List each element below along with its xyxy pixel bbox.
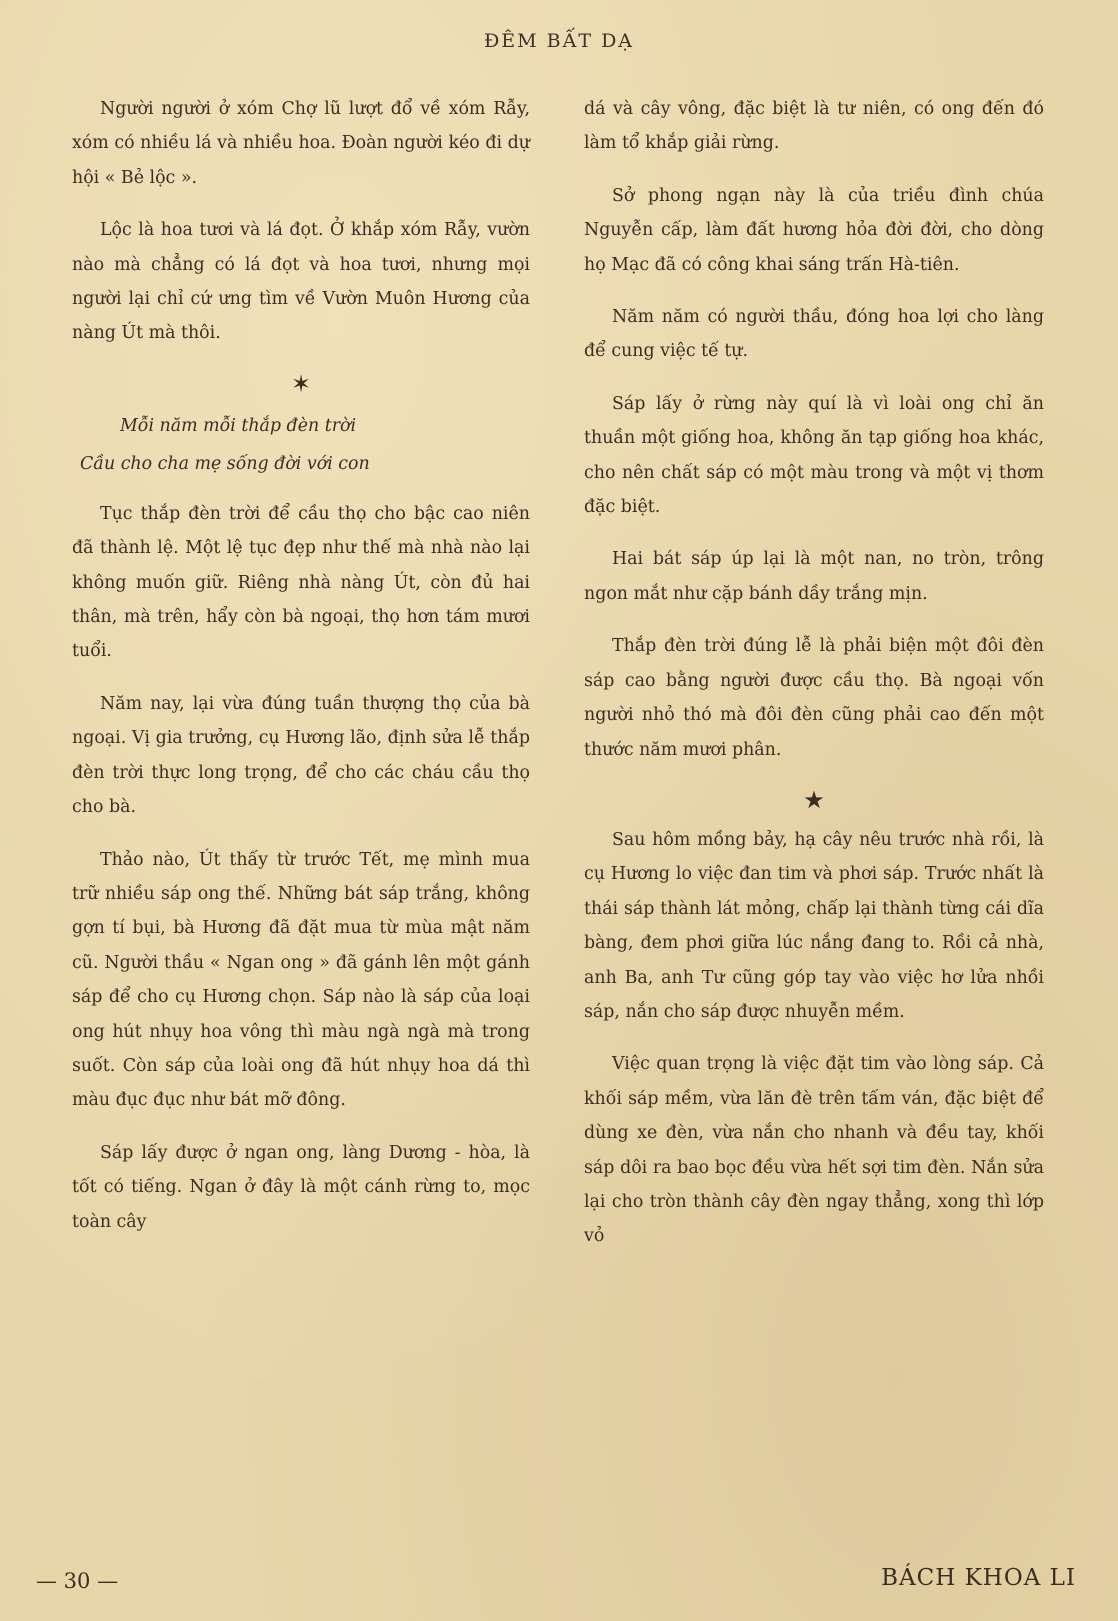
section-ornament: ✶ [290,369,312,398]
paragraph: Sáp lấy được ở ngan ong, làng Dương - hòa, là tốt có tiếng. Ngan ở đây là một cánh rừng to, mọc toàn cây [72,1142,530,1232]
paragraph: Năm nay, lại vừa đúng tuần thượng thọ của bà ngoại. Vị gia trưởng, cụ Hương lão, định sửa lễ thắp đèn trời thực long trọng, để cho các cháu cầu thọ cho bà. [72,693,530,818]
paragraph: Hai bát sáp úp lại là một nan, no tròn, trông ngon mắt như cặp bánh dầy trắng mịn. [584,549,1044,604]
paragraph: Người người ở xóm Chợ lũ lượt đổ về xóm Rẫy, xóm có nhiều lá và nhiều hoa. Đoàn người kéo đi dự hội « Bẻ lộc ». [72,99,530,188]
paragraph: Sở phong ngạn này là của triều đình chúa Nguyễn cấp, làm đất hương hỏa đời đời, cho dòng họ Mạc đã có công khai sáng trấn Hà-tiên. [584,185,1044,275]
paragraph: Sau hôm mồng bảy, hạ cây nêu trước nhà rồi, là cụ Hương lo việc đan tim và phơi sáp. Trước nhất là thái sáp thành lát mỏng, chấp lại thành từng cái dĩa bàng, đem phơi giữa lúc nắng đang to. Rồi cả nhà, anh Ba, anh Tư cũng góp tay vào việc hơ lửa nhồi sáp, nắn cho sáp được nhuyễn mềm. [584,829,1044,1022]
magazine-name: BÁCH KHOA LI [881,1565,1076,1591]
left-column [72,92,530,1257]
paragraph: Thảo nào, Út thấy từ trước Tết, mẹ mình mua trữ nhiều sáp ong thế. Những bát sáp trắng, không gợn tí bụi, bà Hương đã đặt mua từ mùa mật năm cũ. Người thầu « Ngan ong » đã gánh lên một gánh sáp để cho cụ Hương chọn. Sáp nào là sáp của loại ong hút nhụy hoa vông thì màu ngà ngà mà trong suốt. Còn sáp của loài ong đã hút nhụy hoa dá thì màu đục đục như bát mỡ đông. [72,849,530,1111]
poem-line: Cầu cho cha mẹ sống đời với con [80,453,370,474]
paragraph: Sáp lấy ở rừng này quí là vì loài ong chỉ ăn thuần một giống hoa, không ăn tạp giống hoa khác, cho nên chất sáp có một màu trong và một vị thơm đặc biệt. [584,393,1044,518]
page-number: — 30 — [36,1569,119,1593]
section-ornament: ★ [803,785,825,814]
paragraph: Việc quan trọng là việc đặt tim vào lòng sáp. Cả khối sáp mềm, vừa lăn đè trên tấm ván, đặc biệt để dùng xe đèn, vừa nắn cho nhanh và đều tay, khối sáp dôi ra bao bọc đều vừa hết sợi tim đèn. Nắn sửa lại cho tròn thành cây đèn ngay thẳng, xong thì lớp vỏ [584,1054,1044,1247]
paragraph: Thắp đèn trời đúng lễ là phải biện một đôi đèn sáp cao bằng người được cầu thọ. Bà ngoại vốn người nhỏ thó mà đôi đèn cũng phải cao đến một thước năm mươi phân. [584,636,1044,760]
paragraph: Lộc là hoa tươi và lá đọt. Ở khắp xóm Rẫy, vườn nào mà chẳng có lá đọt và hoa tươi, nhưng mọi người lại chỉ cứ ưng tìm về Vườn Muôn Hương của nàng Út mà thôi. [72,220,530,344]
poem-couplet [72,407,530,483]
poem-line: Mỗi năm mỗi thắp đèn trời [120,415,357,436]
right-column [584,92,1044,1272]
running-title: ĐÊM BẤT DẠ [483,30,635,52]
paragraph: dá và cây vông, đặc biệt là tư niên, có ong đến đó làm tổ khắp giải rừng. [584,99,1044,154]
paragraph: Tục thắp đèn trời để cầu thọ cho bậc cao niên đã thành lệ. Một lệ tục đẹp như thế mà nhà nào lại không muốn giữ. Riêng nhà nàng Út, còn đủ hai thân, mà trên, hẩy còn bà ngoại, thọ hơn tám mươi tuổi. [72,503,530,662]
paragraph: Năm năm có người thầu, đóng hoa lợi cho làng để cung việc tế tự. [584,307,1044,362]
